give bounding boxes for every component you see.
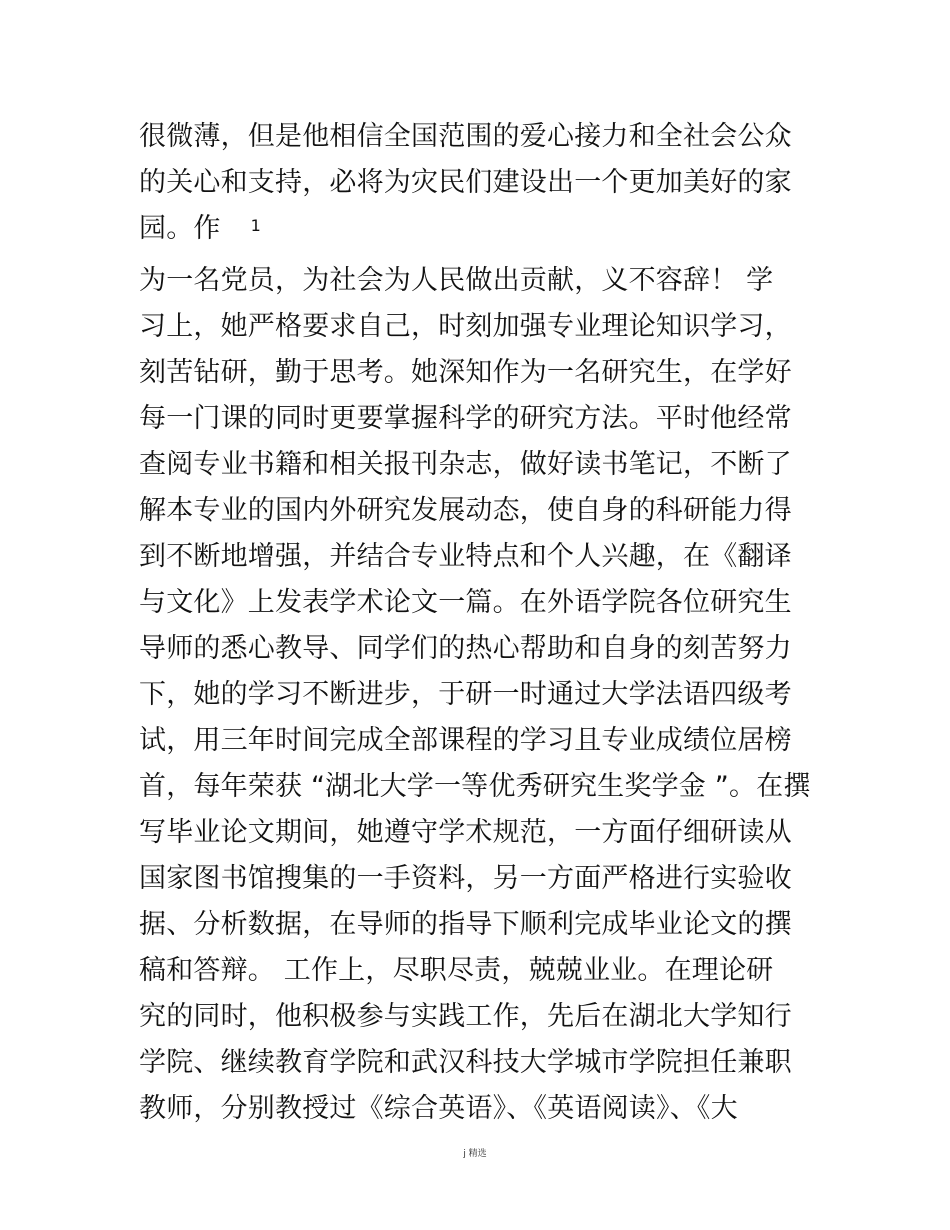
text-line: 的关心和支持，必将为灾民们建设出一个更加美好的家 bbox=[139, 167, 792, 198]
text-line: 国家图书馆搜集的一手资料，另一方面严格进行实验收 bbox=[139, 863, 792, 894]
text-line: 为一名党员，为社会为人民做出贡献，义不容辞！ 学 bbox=[139, 265, 774, 296]
text-line: 写毕业论文期间，她遵守学术规范，一方面仔细研读从 bbox=[139, 817, 792, 848]
text-line: 究的同时，他积极参与实践工作，先后在湖北大学知行 bbox=[139, 1001, 792, 1032]
text-line: 据、分析数据，在导师的指导下顺利完成毕业论文的撰 bbox=[139, 909, 792, 940]
text-line: 习上，她严格要求自己，时刻加强专业理论知识学习， bbox=[139, 311, 792, 342]
text-line: 导师的悉心教导、同学们的热心帮助和自身的刻苦努力 bbox=[139, 633, 792, 664]
text-line: 教师，分别教授过《综合英语》、《英语阅读》、《大 bbox=[139, 1093, 738, 1124]
text-line: 很微薄，但是他相信全国范围的爱心接力和全社会公众 bbox=[139, 121, 792, 152]
text-line: 解本专业的国内外研究发展动态，使自身的科研能力得 bbox=[139, 495, 792, 526]
text-line: 与文化》上发表学术论文一篇。在外语学院各位研究生 bbox=[139, 587, 792, 618]
text-line-content: 园。作 bbox=[139, 213, 221, 244]
paragraph-1 bbox=[139, 114, 819, 252]
paragraph-2 bbox=[139, 258, 819, 1132]
page-footer: j 精选 bbox=[463, 1149, 487, 1159]
text-line: 首，每年荣获 “湖北大学一等优秀研究生奖学金 ”。在撰 bbox=[139, 771, 811, 802]
text-line: 到不断地增强，并结合专业特点和个人兴趣，在《翻译 bbox=[139, 541, 792, 572]
text-line: 试，用三年时间完成全部课程的学习且专业成绩位居榜 bbox=[139, 725, 792, 756]
text-line: 每一门课的同时更要掌握科学的研究方法。平时他经常 bbox=[139, 403, 792, 434]
text-line bbox=[139, 206, 819, 252]
text-line: 查阅专业书籍和相关报刊杂志，做好读书笔记，不断了 bbox=[139, 449, 792, 480]
text-line: 稿和答辩。 工作上，尽职尽责，兢兢业业。在理论研 bbox=[139, 955, 774, 986]
footnote-marker: 1 bbox=[250, 215, 261, 235]
text-line: 刻苦钻研，勤于思考。她深知作为一名研究生，在学好 bbox=[139, 357, 792, 388]
text-line: 学院、继续教育学院和武汉科技大学城市学院担任兼职 bbox=[139, 1047, 792, 1078]
text-line: 下，她的学习不断进步，于研一时通过大学法语四级考 bbox=[139, 679, 792, 710]
